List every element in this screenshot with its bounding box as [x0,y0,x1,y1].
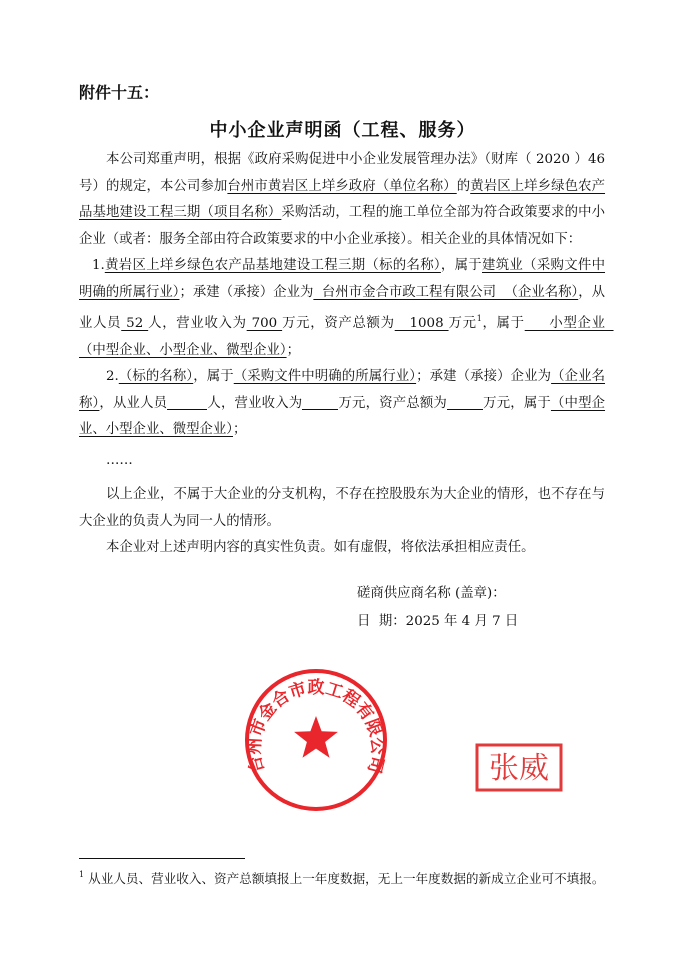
item-text: ； [233,422,247,437]
company-name: 台州市金合市政工程有限公司 （企业名称） [313,284,579,300]
date-label: 日 期：2025 年 4 月 7 日 [357,614,519,629]
item-text: ；承建（承接）企业为 [416,369,552,384]
document-title: 中小企业声明函（工程、服务） [209,120,476,141]
company-name: （企业名称） [79,369,606,411]
statement-paragraph-1: 以上企业，不属于大企业的分支机构，不存在控股股东为大企业的情形，也不存在与大企业的负责人为同一人的情形。 [79,487,605,529]
company-seal [244,668,388,812]
item-text: ；承建（承接）企业为 [179,284,314,300]
item-text: 万元，资产总额为 [338,395,447,411]
enterprise-type: （中型企业、小型企业、微型企业） [79,395,606,437]
supplier-label: 磋商供应商名称 (盖章)： [357,586,506,601]
item-text: 人，营业收入为 [207,395,303,411]
annex-label: 附件十五： [79,83,160,102]
item-number: 1. [92,258,105,273]
footnote-mark: 1 [79,870,85,879]
item-text: ，属于 [481,316,525,331]
name-stamp [475,743,563,792]
revenue-value: 700 [246,316,283,331]
seal-text: 台州市金合市政工程有限公司 [244,678,388,776]
intro-text-2: 的 [456,178,471,194]
item-number: 2. [106,369,119,384]
item-text: 万元，资产总额为 [282,316,395,331]
seal-star-icon [294,716,338,758]
item-text: ，从业人员 [99,395,168,411]
intro-text-1: 本公司郑重声明，根据《政府采购促进中小企业发展管理办法》（财库（ 2020 ）46 号）的规定，本公司参加 [79,152,605,194]
name-stamp-text: 张威 [489,751,549,786]
item-text: ，属于 [193,369,234,384]
intro-text-3: 采购活动，工程的施工单位全部为符合政策要求的中小企业（或者：服务全部由符合政策要求的中小企业承接）。相关企业的具体情况如下： [79,205,606,247]
footnote-divider [79,858,245,859]
document-body [79,147,614,562]
assets-blank [447,393,483,410]
staff-count: 52 [121,316,149,331]
item-text: 万元，属于 [482,395,551,411]
enterprise-item-2 [79,364,605,444]
revenue-blank [302,393,338,410]
buyer-name: 台州市黄岩区上垟乡政府（单位名称） [227,178,457,194]
item-text: 万元 [448,316,477,331]
project-name: 黄岩区上垟乡绿色农产品基地建设工程三期（项目名称） [79,178,606,220]
intro-paragraph [79,147,605,253]
signature-block [357,580,518,636]
footnote-marker: 1 [476,314,482,323]
item-text: ； [286,342,300,358]
item-text: ，从业人员 [79,284,606,331]
industry: 建筑业（采购文件中明确的所属行业） [79,258,606,300]
footnote-text: 从业人员、营业收入、资产总额填报上一年度数据，无上一年度数据的新成立企业可不填报。 [84,871,605,886]
statement-paragraph-2: 本企业对上述声明内容的真实性负责。如有虚假，将依法承担相应责任。 [106,540,535,555]
staff-blank [167,393,207,410]
assets-value: 1008 [394,316,449,331]
ellipsis: …… [106,452,133,468]
footnote [79,865,609,889]
enterprise-item-1 [79,253,614,364]
item-text: 人，营业收入为 [148,316,247,331]
industry: （采购文件中明确的所属行业） [233,369,417,384]
enterprise-type: 小型企业 （中型企业、小型企业、微型企业） [79,316,614,358]
lot-name: （标的名称） [118,369,194,384]
lot-name: 黄岩区上垟乡绿色农产品基地建设工程三期（标的名称） [104,258,441,273]
item-text: ，属于 [440,258,483,273]
